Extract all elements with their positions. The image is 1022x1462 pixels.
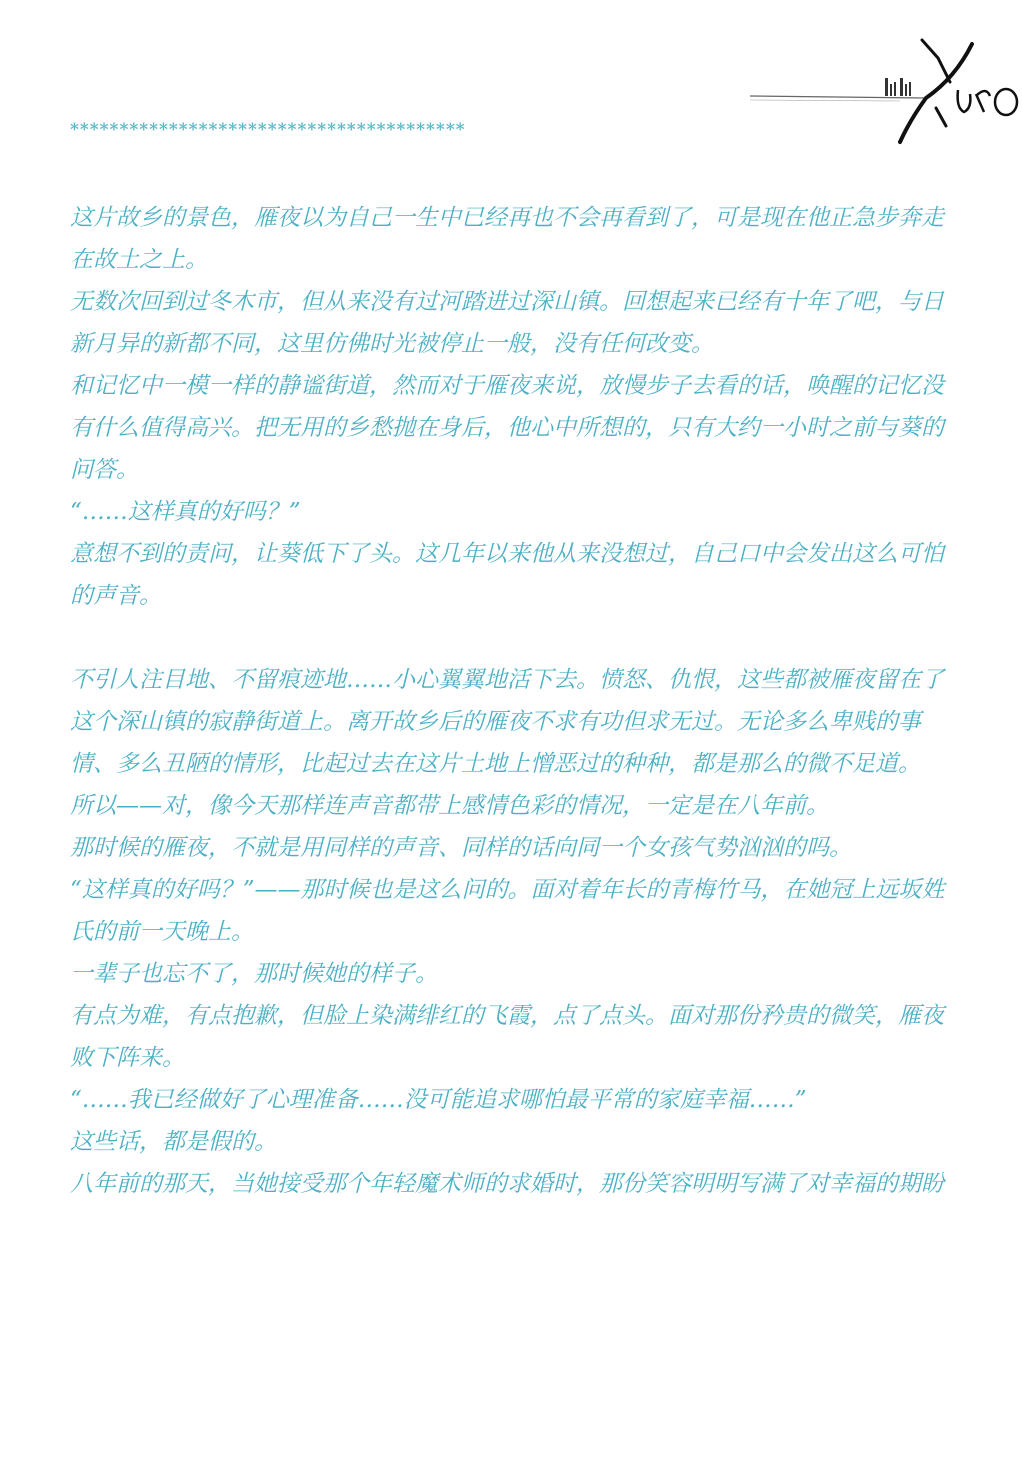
- paragraph: “这样真的好吗？”——那时候也是这么问的。面对着年长的青梅竹马，在她冠上远坂姓氏的前一天晚上。: [70, 877, 945, 945]
- paragraph: 一辈子也忘不了，那时候她的样子。: [70, 961, 438, 987]
- novel-text: [70, 197, 950, 1205]
- logo-letter-e: [958, 90, 971, 112]
- paragraph: 所以——对，像今天那样连声音都带上感情色彩的情况，一定是在八年前。: [70, 793, 829, 819]
- logo-small-lettering: [885, 78, 911, 96]
- logo-z-stroke-top: [922, 40, 950, 82]
- paragraph: 八年前的那天，当她接受那个年轻魔术师的求婚时，那份笑容明明写满了对幸福的期盼: [70, 1171, 944, 1197]
- dialogue-line: “……我已经做好了心理准备……没可能追求哪怕最平常的家庭幸福……”: [70, 1087, 807, 1113]
- section-separator: ****************************************: [70, 120, 466, 140]
- paragraph: 和记忆中一模一样的静谧街道，然而对于雁夜来说，放慢步子去看的话，唤醒的记忆没有什么值得高兴。把无用的乡愁抛在身后，他心中所想的，只有大约一小时之前与葵的问答。: [70, 373, 944, 483]
- logo-rule-line-thin: [750, 100, 900, 101]
- paragraph: 不引人注目地、不留痕迹地……小心翼翼地活下去。愤怒、仇恨，这些都被雁夜留在了这个深山镇的寂静街道上。离开故乡后的雁夜不求有功但求无过。无论多么卑贱的事情、多么丑陋的情形，比起过去在这片土地上憎恶过的种种，都是那么的微不足道。: [70, 667, 944, 777]
- logo-z-stroke-small: [936, 108, 946, 126]
- logo-rule-line: [750, 96, 925, 98]
- paragraph-gap: [70, 617, 950, 659]
- paragraph: 这片故乡的景色，雁夜以为自己一生中已经再也不会再看到了，可是现在他正急步奔走在故土之上。: [70, 205, 944, 273]
- paragraph: 意想不到的责问，让葵低下了头。这几年以来他从来没想过，自己口中会发出这么可怕的声音。: [70, 541, 944, 609]
- dialogue-line: “……这样真的好吗？”: [70, 499, 301, 525]
- paragraph: 那时候的雁夜，不就是用同样的声音、同样的话向同一个女孩气势汹汹的吗。: [70, 835, 852, 861]
- paragraph: 有点为难，有点抱歉，但脸上染满绯红的飞霞，点了点头。面对那份矜贵的微笑，雁夜败下阵来。: [70, 1003, 944, 1071]
- paragraph: 这些话，都是假的。: [70, 1129, 277, 1155]
- logo-letter-r: [976, 91, 990, 112]
- paragraph: 无数次回到过冬木市，但从来没有过河踏进过深山镇。回想起来已经有十年了吧，与日新月异的新都不同，这里仿佛时光被停止一般，没有任何改变。: [70, 289, 944, 357]
- logo-letter-o: [995, 89, 1017, 115]
- fate-zero-logo: [750, 38, 1022, 146]
